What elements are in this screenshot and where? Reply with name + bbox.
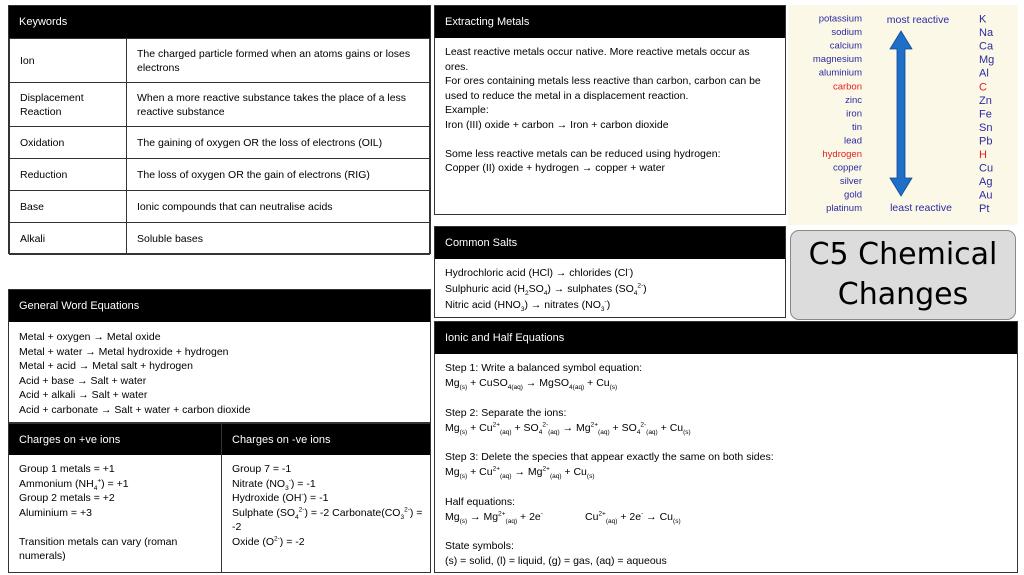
general-header bbox=[9, 290, 430, 322]
metal-name-silver: silver bbox=[839, 176, 862, 188]
charge-group2: Group 2 metals = +2 bbox=[19, 492, 115, 504]
keyword-term: Oxidation bbox=[10, 127, 127, 159]
extracting-line: For ores containing metals less reactive than carbon, carbon can be bbox=[445, 75, 761, 87]
extracting-line: Copper (II) oxide + hydrogen → copper + water bbox=[445, 162, 666, 174]
metal-name-calcium: calcium bbox=[829, 40, 862, 52]
general-equation-line: Acid + carbonate → Salt + water + carbon dioxide bbox=[19, 403, 251, 416]
metal-symbol-potassium: K bbox=[979, 13, 987, 26]
keyword-term: Ion bbox=[10, 39, 127, 83]
ionic-half-eqs bbox=[445, 510, 1007, 525]
salt-hno3: Nitric acid $(HNO_3)$ → nitrates $(NO_3^-)$ bbox=[445, 298, 611, 314]
metal-name-carbon: carbon bbox=[832, 81, 862, 93]
extracting-line: Least reactive metals occur native. More reactive metals occur as bbox=[445, 46, 750, 58]
charge-hydroxide: Hydroxide (OH-) = -1 bbox=[232, 491, 329, 504]
charge-aluminium: Aluminium = +3 bbox=[19, 506, 92, 519]
general-title: General Word Equations bbox=[19, 300, 140, 312]
salts-text bbox=[435, 259, 785, 319]
metal-name-hydrogen: hydrogen bbox=[822, 149, 862, 160]
metal-symbol-platinum: Pt bbox=[979, 203, 990, 216]
charges-positive-panel bbox=[8, 423, 222, 573]
extracting-line: Some less reactive metals can be reduced using hydrogen: bbox=[445, 147, 721, 160]
keyword-definition: When a more reactive substance takes the place of a less reactive substance bbox=[127, 83, 430, 127]
reactivity-series bbox=[788, 5, 1018, 225]
keyword-term: Alkali bbox=[10, 223, 127, 255]
charges-negative-title: Charges on -ve ions bbox=[232, 433, 331, 446]
ionic-step2: Step 2: Separate the ions: bbox=[445, 406, 567, 419]
ionic-state: State symbols: bbox=[445, 540, 514, 552]
keyword-term: Displacement Reaction bbox=[10, 83, 127, 127]
keyword-definition: The loss of oxygen OR the gain of electrons (RIG) bbox=[127, 159, 430, 191]
half-eq-mg: $Mg_{(s)} \to Mg^{2+}_{(aq)} + 2e^-$ bbox=[445, 510, 543, 525]
keyword-row bbox=[10, 83, 430, 127]
metal-symbol-silver: Ag bbox=[979, 176, 993, 189]
title-line-1: C5 Chemical bbox=[808, 237, 998, 272]
metal-symbol-lead: Pb bbox=[979, 135, 993, 148]
charges-negative-header bbox=[222, 424, 430, 455]
keyword-row bbox=[10, 159, 430, 191]
ionic-title: Ionic and Half Equations bbox=[445, 332, 565, 344]
metal-name-tin: tin bbox=[851, 121, 862, 133]
charges-negative-panel bbox=[221, 423, 431, 573]
metal-symbol-copper: Cu bbox=[979, 162, 994, 175]
keyword-row bbox=[10, 127, 430, 159]
extracting-title: Extracting Metals bbox=[445, 16, 530, 28]
title-card bbox=[790, 230, 1016, 320]
metal-name-aluminium: aluminium bbox=[818, 67, 862, 79]
salt-h2so4: Sulphuric acid $(H_2SO_4)$ → sulphates $(SO_4^{2-})$ bbox=[445, 282, 647, 298]
charges-positive-title: Charges on +ve ions bbox=[19, 433, 121, 446]
charge-group7: Group 7 = -1 bbox=[232, 463, 292, 475]
general-equation-line: Metal + oxygen → Metal oxide bbox=[19, 331, 161, 343]
keyword-term: Base bbox=[10, 191, 127, 223]
reactivity-series-graphic bbox=[788, 5, 1018, 225]
general-equation-line: Acid + base → Salt + water bbox=[19, 374, 147, 387]
general-equations-panel bbox=[8, 289, 431, 423]
salts-title: Common Salts bbox=[445, 237, 518, 249]
charges-negative-text bbox=[222, 455, 430, 555]
ionic-step1: Step 1: Write a balanced symbol equation: bbox=[445, 362, 643, 374]
keyword-row bbox=[10, 223, 430, 255]
keywords-panel bbox=[8, 5, 431, 254]
metal-name-gold: gold bbox=[844, 189, 862, 201]
keywords-header bbox=[9, 6, 430, 38]
metal-name-lead: lead bbox=[844, 135, 862, 147]
metal-name-platinum: platinum bbox=[826, 203, 862, 215]
salt-hcl: Hydrochloric acid (HCl) → chlorides (Cl-) bbox=[445, 266, 634, 279]
charge-sulphate-2: -2 bbox=[232, 521, 242, 533]
keyword-definition: The charged particle formed when an atoms gains or loses electrons bbox=[127, 39, 430, 83]
extracting-line: Iron (III) oxide + carbon → Iron + carbon dioxide bbox=[445, 118, 669, 131]
charge-transition-2: numerals) bbox=[19, 550, 66, 562]
ionic-eq2: $Mg_{(s)} + Cu^{2+}_{(aq)} + SO_4^{2-}_{(aq)} \to Mg^{2+}_{(aq)} + SO_4^{2-}_{(aq)} + Cu_{(s)}$ bbox=[445, 421, 691, 436]
metal-symbol-carbon: C bbox=[979, 81, 987, 94]
ionic-eq1: $Mg_{(s)}$ + CuSO$_{4(aq)}$ → MgSO$_{4(aq)}$ + $Cu_{(s)}$ bbox=[445, 377, 618, 392]
extracting-header bbox=[435, 6, 785, 38]
general-equation-line: Acid + alkali → Salt + water bbox=[19, 389, 148, 401]
keyword-definition: The gaining of oxygen OR the loss of electrons (OIL) bbox=[127, 127, 430, 159]
metal-symbol-zinc: Zn bbox=[979, 94, 992, 107]
keyword-definition: Soluble bases bbox=[127, 223, 430, 255]
general-equation-line: Metal + water → Metal hydroxide + hydrogen bbox=[19, 345, 229, 358]
metal-symbol-calcium: Ca bbox=[979, 40, 994, 53]
extracting-line: Example: bbox=[445, 104, 489, 116]
metal-symbol-iron: Fe bbox=[979, 108, 992, 121]
metal-name-iron: iron bbox=[846, 108, 862, 120]
charges-positive-header bbox=[9, 424, 221, 455]
charge-sulphate: Sulphate $(SO_4^{2-}) = -2$ $Carbonate(CO_3^{2-})$ = bbox=[232, 506, 423, 521]
least-reactive-label: least reactive bbox=[890, 202, 952, 214]
extracting-line: used to reduce the metal in a displacement reaction. bbox=[445, 89, 689, 102]
metal-name-magnesium: magnesium bbox=[812, 54, 862, 66]
general-text bbox=[9, 322, 430, 423]
ionic-header bbox=[435, 322, 1017, 354]
common-salts-panel bbox=[434, 226, 786, 318]
metal-name-zinc: zinc bbox=[845, 94, 862, 106]
keyword-row bbox=[10, 39, 430, 83]
charge-nitrate: Nitrate $(NO_3^-) = -1$ bbox=[232, 477, 316, 492]
keyword-definition: Ionic compounds that can neutralise acids bbox=[127, 191, 430, 223]
charge-transition: Transition metals can vary (roman bbox=[19, 535, 178, 548]
metal-name-potassium: potassium bbox=[818, 13, 862, 25]
metal-symbol-sodium: Na bbox=[979, 27, 994, 40]
ionic-equations-panel bbox=[434, 321, 1018, 573]
keywords-title: Keywords bbox=[19, 16, 68, 28]
extracting-metals-panel bbox=[434, 5, 786, 215]
ionic-text bbox=[435, 354, 1017, 575]
extracting-text bbox=[435, 38, 785, 182]
extracting-line bbox=[445, 132, 775, 147]
ionic-half: Half equations: bbox=[445, 495, 516, 508]
keywords-table bbox=[9, 38, 430, 255]
half-eq-cu: $Cu^{2+}_{(aq)} + 2e^- \to Cu_{(s)}$ bbox=[585, 510, 681, 525]
ionic-eq3: $Mg_{(s)} + Cu^{2+}_{(aq)} \to Mg^{2+}_{(aq)} + Cu_{(s)}$ bbox=[445, 465, 595, 481]
metal-name-copper: copper bbox=[832, 162, 862, 174]
charge-oxide: Oxide $(O^{2-}) = -2$ bbox=[232, 535, 305, 548]
title-line-2: Changes bbox=[837, 277, 969, 312]
keyword-row bbox=[10, 191, 430, 223]
metal-name-sodium: sodium bbox=[831, 27, 862, 39]
metal-symbol-hydrogen: H bbox=[979, 149, 987, 161]
charge-group1: Group 1 metals = +1 bbox=[19, 463, 115, 475]
metal-symbol-gold: Au bbox=[979, 189, 993, 202]
metal-symbol-tin: Sn bbox=[979, 121, 993, 134]
metal-symbol-aluminium: Al bbox=[979, 67, 989, 80]
ionic-state-line: (s) = solid, (l) = liquid, (g) = gas, (aq) = aqueous bbox=[445, 555, 667, 567]
keyword-term: Reduction bbox=[10, 159, 127, 191]
most-reactive-label: most reactive bbox=[886, 14, 950, 26]
charge-ammonium: Ammonium $(NH_4^+) = +1$ bbox=[19, 477, 129, 492]
extracting-line: ores. bbox=[445, 60, 469, 73]
salts-header bbox=[435, 227, 785, 259]
ionic-step3: Step 3: Delete the species that appear exactly the same on both sides: bbox=[445, 451, 774, 463]
metal-symbol-magnesium: Mg bbox=[979, 54, 995, 67]
charges-positive-text bbox=[9, 455, 221, 570]
general-equation-line: Metal + acid → Metal salt + hydrogen bbox=[19, 360, 193, 372]
